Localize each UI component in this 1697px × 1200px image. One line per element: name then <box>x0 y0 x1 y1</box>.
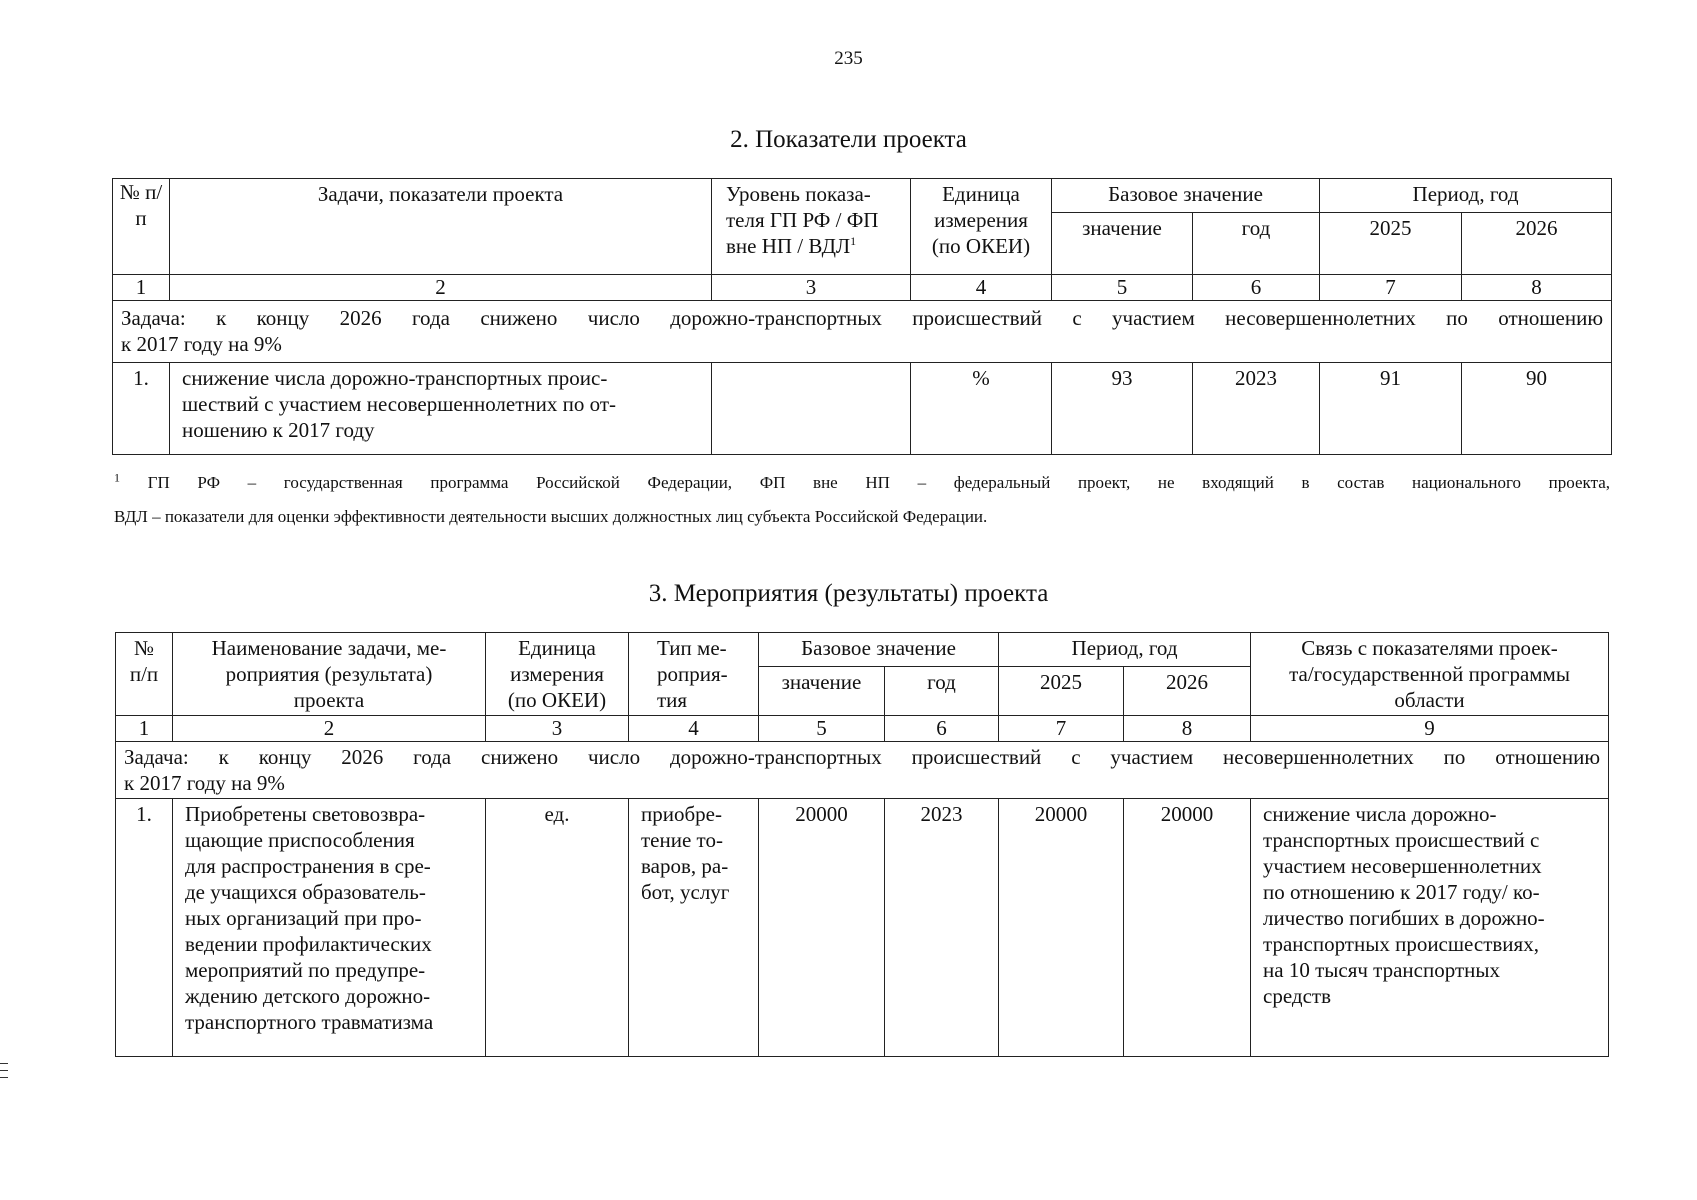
activity-name-line: ведении профилактических <box>185 932 432 956</box>
activity-link-line: транспортных происшествий с <box>1263 828 1540 852</box>
activity-2025: 20000 <box>999 799 1124 1057</box>
activity-name-line: мероприятий по предупре- <box>185 958 426 982</box>
footnote-line-1 <box>114 466 1610 500</box>
header-unit-l1: Единица <box>942 182 1020 206</box>
row-num: 1. <box>116 799 173 1057</box>
activity-unit: ед. <box>486 799 629 1057</box>
activity-type-line: тение то- <box>641 828 723 852</box>
col-num: 4 <box>629 716 759 742</box>
indicator-base-year: 2023 <box>1193 363 1320 455</box>
activity-type-line: варов, ра- <box>641 854 729 878</box>
section-3-title: 3. Мероприятия (результаты) проекта <box>648 580 1049 607</box>
activity-link <box>1251 799 1609 1057</box>
header-unit-l3: (по ОКЕИ) <box>507 688 607 712</box>
header-name-l1: Наименование задачи, ме- <box>211 636 447 660</box>
header-level-l1: Уровень показа- <box>726 182 871 206</box>
column-numbers-row <box>116 716 1609 742</box>
activity-row <box>116 799 1609 1057</box>
row-num: 1. <box>113 363 170 455</box>
col-num: 7 <box>999 716 1124 742</box>
activity-name-line: для распространения в сре- <box>185 854 431 878</box>
activity-link-line: по отношению к 2017 году/ ко- <box>1263 880 1540 904</box>
activities-table <box>115 632 1609 1057</box>
header-2025: 2025 <box>999 667 1124 716</box>
indicator-name <box>170 363 712 455</box>
task-cell <box>116 742 1609 799</box>
indicator-2025: 91 <box>1320 363 1462 455</box>
header-base-value: значение <box>759 667 885 716</box>
header-2026: 2026 <box>1462 213 1612 275</box>
header-level-l3: вне НП / ВДЛ <box>726 234 851 258</box>
header-name-l3: проекта <box>293 688 365 712</box>
col-num: 8 <box>1462 275 1612 301</box>
activity-base-year: 2023 <box>885 799 999 1057</box>
page-number: 235 <box>834 48 863 69</box>
header-unit <box>911 179 1052 275</box>
footnote <box>114 466 1610 534</box>
col-num: 6 <box>885 716 999 742</box>
col-num: 5 <box>1052 275 1193 301</box>
col-num: 4 <box>911 275 1052 301</box>
task-cell <box>113 301 1612 363</box>
activity-base-value: 20000 <box>759 799 885 1057</box>
scan-margin-mark <box>0 1063 8 1084</box>
header-num-label: № п/п <box>119 180 163 230</box>
header-2025: 2025 <box>1320 213 1462 275</box>
activity-type-line: бот, услуг <box>641 880 730 904</box>
header-num <box>116 633 173 716</box>
activity-name-line: ждению детского дорожно- <box>185 984 431 1008</box>
header-name <box>173 633 486 716</box>
indicator-2026: 90 <box>1462 363 1612 455</box>
col-num: 1 <box>116 716 173 742</box>
header-base-year: год <box>1193 213 1320 275</box>
header-unit-l2: измерения <box>510 662 604 686</box>
header-period: Период, год <box>999 633 1251 667</box>
indicator-name-l3: ношению к 2017 году <box>182 418 375 442</box>
header-2026: 2026 <box>1124 667 1251 716</box>
header-num <box>113 179 170 275</box>
header-level-l2: теля ГП РФ / ФП <box>726 208 879 232</box>
header-base: Базовое значение <box>1052 179 1320 213</box>
activity-link-line: средств <box>1263 984 1331 1008</box>
column-numbers-row <box>113 275 1612 301</box>
task-line-1: Задача: к концу 2026 года снижено число дорожно-транспортных происшествий с участием несовершеннолетних по отношению <box>124 745 1601 769</box>
header-type-l2: роприя- <box>657 662 728 686</box>
activity-type <box>629 799 759 1057</box>
col-num: 6 <box>1193 275 1320 301</box>
col-num: 9 <box>1251 716 1609 742</box>
header-base-year: год <box>885 667 999 716</box>
footnote-ref: 1 <box>850 234 857 248</box>
header-period: Период, год <box>1320 179 1612 213</box>
activity-link-line: на 10 тысяч транспортных <box>1263 958 1500 982</box>
activity-link-line: участием несовершеннолетних <box>1263 854 1542 878</box>
task-line-2: к 2017 году на 9% <box>121 332 282 356</box>
header-task-label: Задачи, показатели проекта <box>317 182 564 206</box>
indicator-row <box>113 363 1612 455</box>
header-link-l2: та/государственной программы <box>1289 662 1570 686</box>
activity-name-line: щающие приспособления <box>185 828 415 852</box>
header-unit-l2: измерения <box>934 208 1028 232</box>
header-task <box>170 179 712 275</box>
footnote-line-2: ВДЛ – показатели для оценки эффективности деятельности высших должностных лиц субъекта Российской Федерации. <box>114 507 988 526</box>
header-row <box>116 633 1609 667</box>
col-num: 5 <box>759 716 885 742</box>
activity-name-line: де учащихся образователь- <box>185 880 426 904</box>
activity-name-line: ных организаций при про- <box>185 906 422 930</box>
header-unit-l1: Единица <box>518 636 596 660</box>
indicator-name-l2: шествий с участием несовершеннолетних по от- <box>182 392 616 416</box>
task-row <box>116 742 1609 799</box>
header-link-l1: Связь с показателями проек- <box>1301 636 1558 660</box>
header-link <box>1251 633 1609 716</box>
section-2-title: 2. Показатели проекта <box>730 126 967 153</box>
header-name-l2: роприятия (результата) <box>225 662 433 686</box>
indicator-name-l1: снижение числа дорожно-транспортных проис- <box>182 366 608 390</box>
activity-name <box>173 799 486 1057</box>
indicator-level <box>712 363 911 455</box>
header-link-l3: области <box>1394 688 1465 712</box>
indicators-table <box>112 178 1612 455</box>
footnote-text-1: ГП РФ – государственная программа Российской Федерации, ФП вне НП – федеральный проект, не входящий в состав национального проекта, <box>120 473 1610 492</box>
activity-name-line: Приобретены световозвра- <box>185 802 426 826</box>
header-type <box>629 633 759 716</box>
col-num: 3 <box>712 275 911 301</box>
col-num: 2 <box>173 716 486 742</box>
col-num: 3 <box>486 716 629 742</box>
indicator-base-value: 93 <box>1052 363 1193 455</box>
activity-type-line: приобре- <box>641 802 722 826</box>
activity-2026: 20000 <box>1124 799 1251 1057</box>
header-row <box>113 179 1612 213</box>
header-unit-l3: (по ОКЕИ) <box>931 234 1031 258</box>
col-num: 1 <box>113 275 170 301</box>
activity-link-line: транспортных происшествиях, <box>1263 932 1539 956</box>
header-type-l3: тия <box>657 688 688 712</box>
indicator-unit: % <box>911 363 1052 455</box>
activity-name-line: транспортного травматизма <box>185 1010 434 1034</box>
footnote-mark: 1 <box>114 470 120 485</box>
activity-link-line: личество погибших в дорожно- <box>1263 906 1545 930</box>
header-unit <box>486 633 629 716</box>
header-level <box>712 179 911 275</box>
col-num: 2 <box>170 275 712 301</box>
task-line-1: Задача: к концу 2026 года снижено число дорожно-транспортных происшествий с участием несовершеннолетних по отношению <box>121 306 1604 330</box>
activity-link-line: снижение числа дорожно- <box>1263 802 1497 826</box>
task-row <box>113 301 1612 363</box>
col-num: 8 <box>1124 716 1251 742</box>
header-num-l1: № <box>133 636 155 660</box>
task-line-2: к 2017 году на 9% <box>124 771 285 795</box>
col-num: 7 <box>1320 275 1462 301</box>
header-base: Базовое значение <box>759 633 999 667</box>
header-base-value: значение <box>1052 213 1193 275</box>
header-type-l1: Тип ме- <box>657 636 727 660</box>
header-num-l2: п/п <box>129 662 159 686</box>
